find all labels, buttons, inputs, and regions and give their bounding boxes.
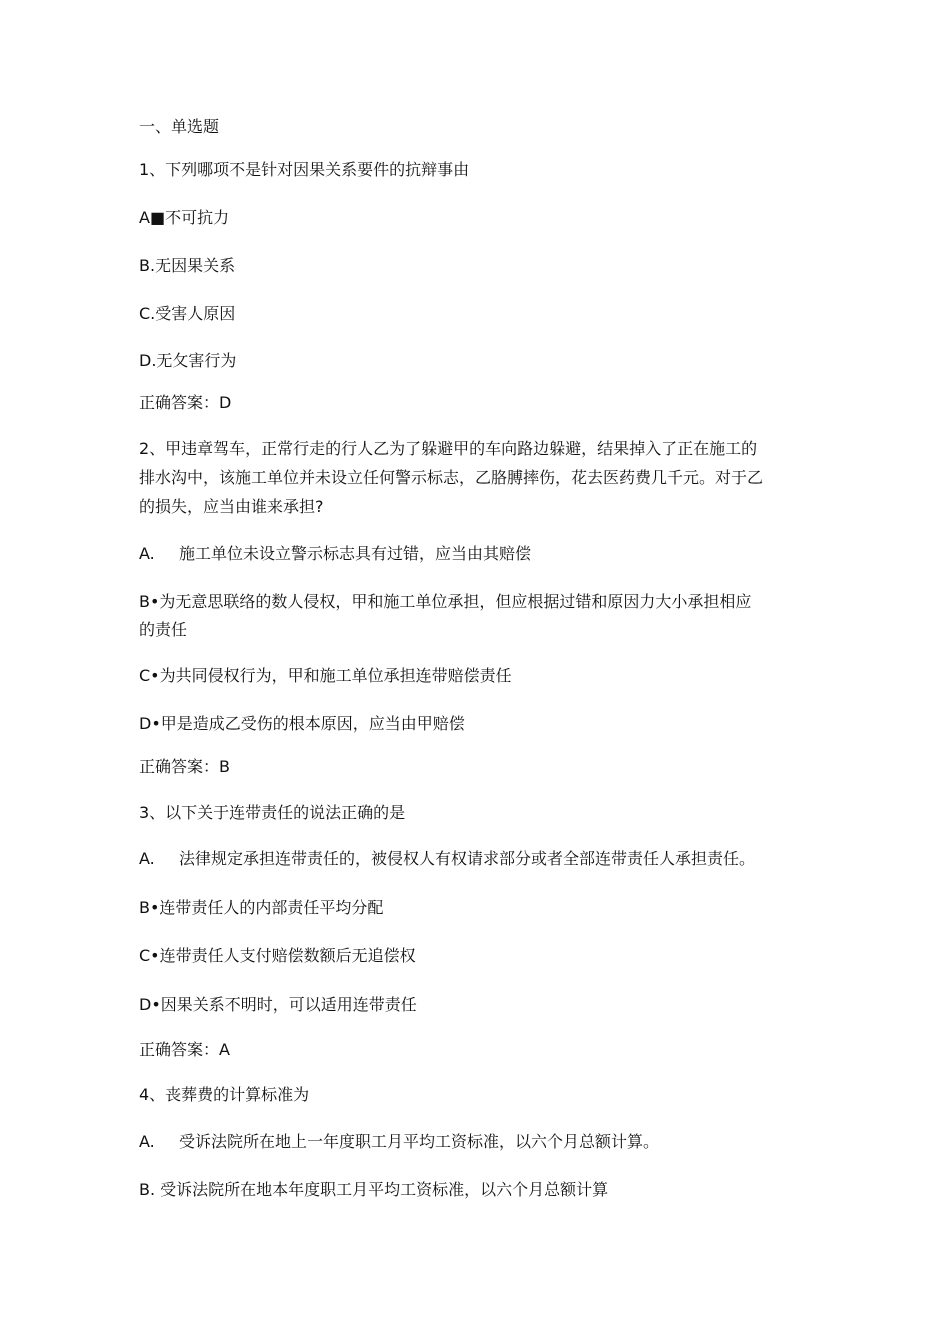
question-2-option-c: C•为共同侵权行为，甲和施工单位承担连带赔偿责任 bbox=[139, 666, 512, 685]
question-1-option-d: D.无攵害行为 bbox=[139, 351, 237, 370]
question-2-stem-line-2: 排水沟中，该施工单位并未设立任何警示标志，乙胳膊摔伤，花去医药费几千元。对于乙 bbox=[139, 468, 764, 487]
question-1-option-c: C.受害人原因 bbox=[139, 304, 236, 323]
question-1-answer: 正确答案：D bbox=[139, 393, 232, 412]
question-1-option-b: B.无因果关系 bbox=[139, 256, 236, 275]
question-4-option-b: B. 受诉法院所在地本年度职工月平均工资标准，以六个月总额计算 bbox=[139, 1180, 609, 1199]
section-title: 一、单选题 bbox=[139, 117, 220, 136]
question-1-stem: 1、下列哪项不是针对因果关系要件的抗辩事由 bbox=[139, 160, 470, 179]
question-2-stem-line-3: 的损失，应当由谁来承担? bbox=[139, 497, 324, 516]
question-3-option-a: A. 法律规定承担连带责任的，被侵权人有权请求部分或者全部连带责任人承担责任。 bbox=[139, 849, 756, 868]
question-2-option-b-line-1: B•为无意思联络的数人侵权，甲和施工单位承担，但应根据过错和原因力大小承担相应 bbox=[139, 592, 752, 611]
question-2-answer: 正确答案：B bbox=[139, 757, 230, 776]
question-2-option-d: D•甲是造成乙受伤的根本原因，应当由甲赔偿 bbox=[139, 714, 465, 733]
question-2-stem-line-1: 2、甲违章驾车，正常行走的行人乙为了躲避甲的车向路边躲避，结果掉入了正在施工的 bbox=[139, 439, 758, 458]
question-4-stem: 4、丧葬费的计算标准为 bbox=[139, 1085, 310, 1104]
question-3-answer: 正确答案：A bbox=[139, 1040, 230, 1059]
question-1-option-a: A■不可抗力 bbox=[139, 208, 230, 227]
question-2-option-a: A. 施工单位未设立警示标志具有过错，应当由其赔偿 bbox=[139, 544, 532, 563]
question-3-option-c: C•连带责任人支付赔偿数额后无追偿权 bbox=[139, 946, 416, 965]
question-3-option-d: D•因果关系不明时，可以适用连带责任 bbox=[139, 995, 417, 1014]
question-3-stem: 3、以下关于连带责任的说法正确的是 bbox=[139, 803, 406, 822]
question-2-option-b-line-2: 的责任 bbox=[139, 620, 188, 639]
question-4-option-a: A. 受诉法院所在地上一年度职工月平均工资标准，以六个月总额计算。 bbox=[139, 1132, 660, 1151]
question-3-option-b: B•连带责任人的内部责任平均分配 bbox=[139, 898, 384, 917]
